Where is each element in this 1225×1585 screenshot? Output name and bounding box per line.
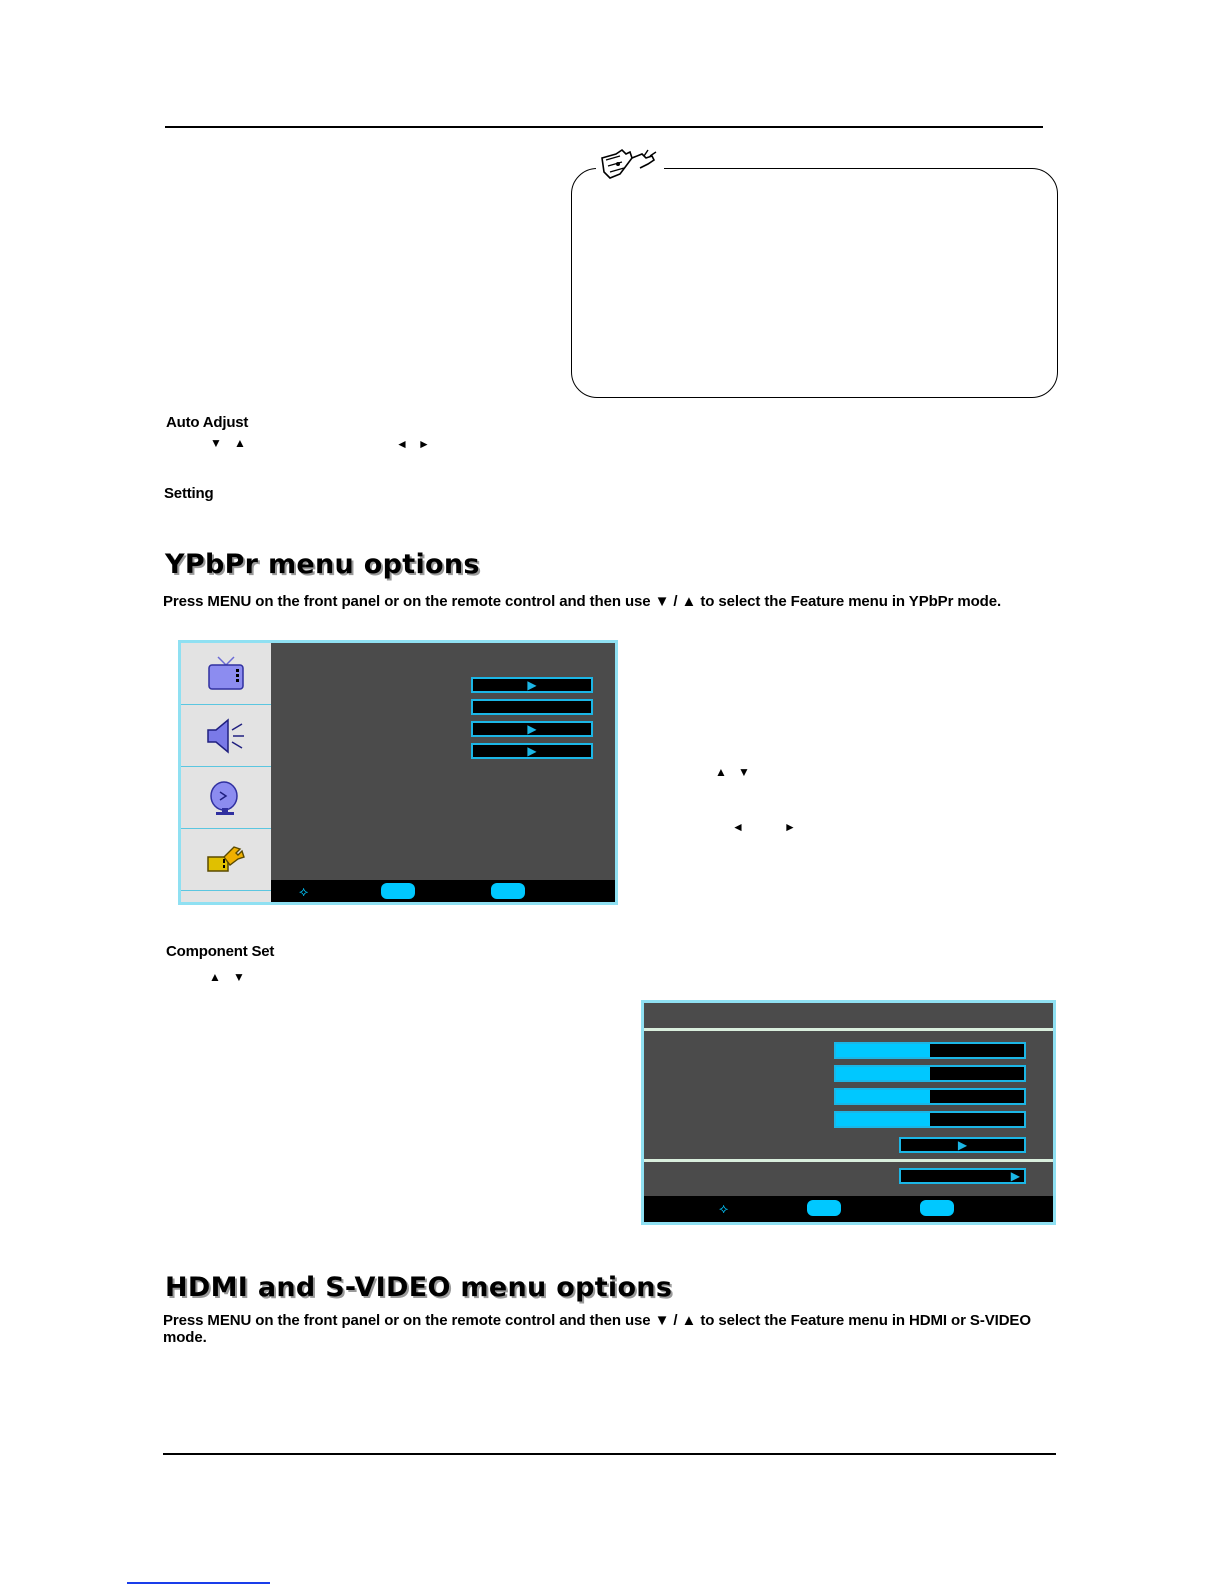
footer-link-underline <box>127 1582 270 1584</box>
sidebar-picture[interactable] <box>181 643 271 705</box>
left-arrow-symbol: ◄ <box>732 820 744 834</box>
menu-footer <box>644 1196 1053 1222</box>
note-box <box>571 168 1058 398</box>
ypbpr-feature-menu <box>178 640 618 905</box>
ypbpr-paragraph: Press MENU on the front panel or on the remote control and then use ▼ / ▲ to select the Feature menu in YPbPr mode. <box>163 593 1002 610</box>
menu-field-2[interactable] <box>471 699 593 715</box>
exit-button[interactable] <box>491 883 525 899</box>
hdmi-svideo-paragraph-line1: Press MENU on the front panel or on the remote control and then use ▼ / ▲ to select the Feature menu in HDMI or S-VIDEO <box>163 1312 1031 1329</box>
component-set-label: Component Set <box>166 943 275 960</box>
note-hand-icon <box>596 146 664 186</box>
up-arrow-symbol: ▲ <box>715 765 727 779</box>
setting-label: Setting <box>164 485 214 502</box>
move-icon: ⟡ <box>719 1200 729 1216</box>
field-arrow-icon: ▶ <box>957 1138 968 1152</box>
down-arrow-symbol: ▼ <box>210 436 222 450</box>
menu-field-reset[interactable] <box>899 1137 1026 1153</box>
auto-adjust-label: Auto Adjust <box>166 414 249 431</box>
menu-field-4[interactable] <box>471 743 593 759</box>
slider-1[interactable] <box>834 1042 1026 1059</box>
sidebar-channel[interactable] <box>181 767 271 829</box>
menu-field-3[interactable] <box>471 721 593 737</box>
component-set-menu <box>641 1000 1056 1225</box>
top-rule <box>165 126 1043 128</box>
hdmi-svideo-heading: HDMI and S-VIDEO menu options <box>165 1272 673 1303</box>
left-arrow-symbol: ◄ <box>396 437 408 451</box>
menu-field-next[interactable] <box>899 1168 1026 1184</box>
slider-fill <box>836 1044 930 1057</box>
slider-4[interactable] <box>834 1111 1026 1128</box>
menu-title-bar <box>644 1003 1053 1031</box>
up-arrow-symbol: ▲ <box>209 970 221 984</box>
sidebar-sound[interactable] <box>181 705 271 767</box>
menu-footer <box>271 880 615 902</box>
menu-sidebar <box>181 643 271 902</box>
sidebar-feature[interactable] <box>181 829 271 891</box>
slider-fill <box>836 1113 930 1126</box>
slider-2[interactable] <box>834 1065 1026 1082</box>
exit-button[interactable] <box>920 1200 954 1216</box>
hdmi-svideo-paragraph-line2: mode. <box>163 1329 207 1346</box>
speaker-icon <box>204 716 248 756</box>
slider-fill <box>836 1067 930 1080</box>
ypbpr-heading: YPbPr menu options <box>165 549 480 580</box>
right-arrow-symbol: ► <box>784 820 796 834</box>
up-arrow-symbol: ▲ <box>234 436 246 450</box>
tv-icon <box>206 655 246 693</box>
select-button[interactable] <box>381 883 415 899</box>
satellite-dish-icon <box>206 778 246 818</box>
wrench-icon <box>204 843 248 877</box>
field-arrow-icon: ▶ <box>527 678 537 692</box>
slider-fill <box>836 1090 930 1103</box>
select-button[interactable] <box>807 1200 841 1216</box>
right-arrow-symbol: ► <box>418 437 430 451</box>
menu-field-1[interactable] <box>471 677 593 693</box>
field-arrow-icon: ▶ <box>527 744 537 758</box>
down-arrow-symbol: ▼ <box>738 765 750 779</box>
bottom-rule <box>163 1453 1056 1455</box>
field-arrow-icon: ▶ <box>527 722 537 736</box>
slider-3[interactable] <box>834 1088 1026 1105</box>
down-arrow-symbol: ▼ <box>233 970 245 984</box>
move-icon: ⟡ <box>299 883 309 899</box>
menu-separator <box>644 1159 1053 1162</box>
field-arrow-icon: ▶ <box>1010 1169 1020 1183</box>
